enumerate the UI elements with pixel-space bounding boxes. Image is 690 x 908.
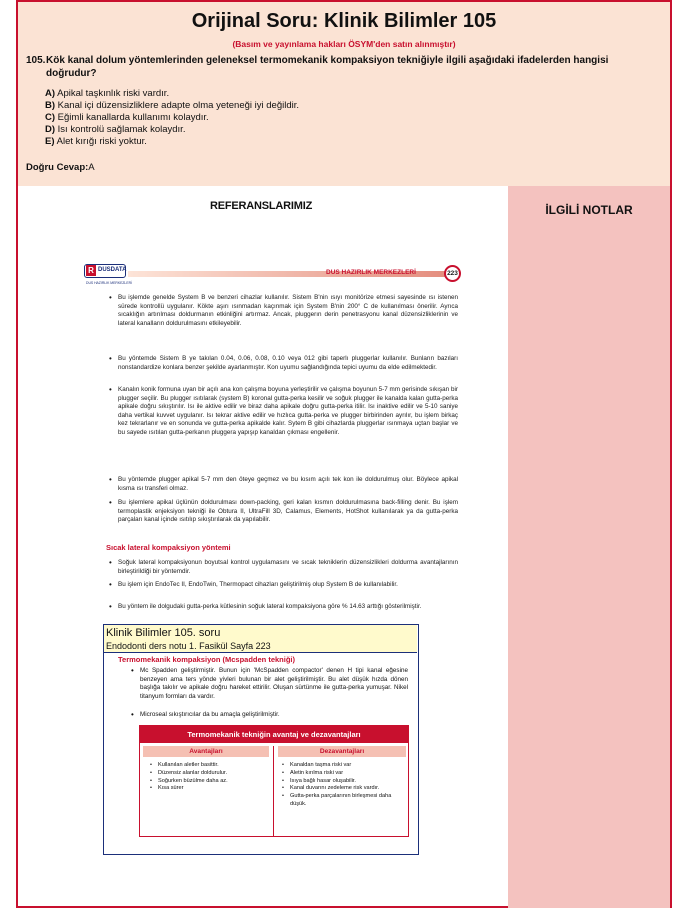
excerpt-title: Klinik Bilimler 105. soru [106, 627, 221, 639]
bullet-icon: • [131, 710, 134, 719]
bullet-icon: • [109, 293, 112, 302]
option-text: Isı kontrolü sağlamak kolaydır. [57, 124, 186, 135]
option-a [45, 88, 299, 100]
option-letter: B) [45, 100, 56, 111]
answer-label: Doğru Cevap: [26, 162, 89, 173]
question [26, 54, 656, 80]
page-header-label: DUS HAZIRLIK MERKEZLERİ [326, 269, 416, 276]
excerpt-bullet-text: Mc Spadden geliştirmiştir. Bunun için 'McSpadden compactor' denen H tipi kanal eğesine benzeyen ama ters yönde yivleri bulunan bir alet geliştirilmiştir. Bu alet düşük hızda dönen başlığa takılır ve apikale doğru hareket ettirilir. Oluşan sürtünme ile gutta-perka yumuşar. Nikel titanyum formları da vardır. [140, 667, 408, 700]
advantages-table [139, 725, 409, 837]
list-item: • Düzensiz alanlar doldurulur. [150, 770, 270, 778]
bullet-text: Bu işlem için EndoTec II, EndoTwin, Thermopact cihazları geliştirilmiş olup System B de kullanılabilir. [118, 581, 398, 588]
bullet-icon: • [109, 354, 112, 363]
bullet-item [109, 580, 458, 590]
logo-word: DUSDATA [98, 267, 127, 273]
bullet-icon: • [109, 385, 112, 394]
dusdata-logo [84, 264, 132, 286]
options-list [45, 88, 299, 148]
bullet-item [109, 558, 458, 576]
bullet-icon: • [109, 498, 112, 507]
advantages-header: Avantajları [143, 746, 269, 757]
page-number: 223 [444, 265, 461, 282]
option-letter: D) [45, 124, 56, 135]
excerpt-source: Endodonti ders notu 1. Fasikül Sayfa 223 [106, 641, 271, 651]
bullet-icon: • [109, 558, 112, 567]
bullet-icon: • [109, 475, 112, 484]
table-title: Termomekanik tekniğin avantaj ve dezavantajları [140, 726, 408, 743]
bullet-icon: • [109, 580, 112, 589]
option-text: Alet kırığı riski yoktur. [56, 136, 147, 147]
highlighted-excerpt [103, 624, 419, 855]
list-item: • Aletin kırılma riski var [282, 770, 400, 778]
excerpt-bullet-text: Microseal sıkıştırıcılar da bu amaçla geliştirilmiştir. [140, 711, 280, 718]
bullet-item [109, 354, 458, 372]
list-item: • Gutta-perka parçalarının birleşmesi daha düşük. [282, 793, 400, 809]
list-item: • Kısa sürer [150, 785, 270, 793]
bullet-text: Soğuk lateral kompaksiyonun boyutsal kontrol uygulamasını ve sıcak tekniklerin düzensizlikleri doldurma avantajlarının birleştirildiği bir yöntemdir. [118, 559, 458, 575]
bullet-item [109, 475, 458, 493]
advantages-list [150, 762, 270, 793]
list-item: • Kullanılan aletler basittir. [150, 762, 270, 770]
bullet-icon: • [131, 666, 134, 675]
option-letter: E) [45, 136, 55, 147]
question-number: 105. [26, 55, 46, 66]
logo-letter: R [86, 265, 96, 276]
option-b [45, 100, 299, 112]
bullet-icon: • [109, 602, 112, 611]
page-title: Orijinal Soru: Klinik Bilimler 105 [191, 10, 497, 32]
option-d [45, 124, 299, 136]
bullet-text: Bu yöntemde Sistem B ye takılan 0.04, 0.06, 0.08, 0.10 veya 012 gibi taperlı pluggerlar kullanılır. Bunların bazıları nonstandardize konlara benzer şekilde ayarlanmıştır. Kon uyumu sağlandığında tepici uyumu da elde edilmektedir. [118, 355, 458, 371]
bullet-text: Bu yöntemde plugger apikal 5-7 mm den öteye geçmez ve bu kısım açılı tek kon ile doldurulmuş olur. Böylece apikal kısma ısı transferi olmaz. [118, 476, 458, 492]
list-item: • Kanaldan taşma riski var [282, 762, 400, 770]
option-c [45, 112, 299, 124]
bullet-item [109, 602, 458, 612]
list-item: • Soğurken büzülme daha az. [150, 778, 270, 786]
notes-heading: İLGİLİ NOTLAR [545, 203, 633, 217]
option-e [45, 136, 299, 148]
column-divider [273, 746, 274, 836]
excerpt-bullet [131, 666, 408, 701]
logo-subtitle: DUS HAZIRLIK MERKEZLERİ [86, 281, 132, 285]
references-heading: REFERANSLARIMIZ [210, 200, 313, 212]
copyright-note: (Basım ve yayınlama hakları ÖSYM'den satın alınmıştır) [232, 39, 456, 49]
option-letter: A) [45, 88, 56, 99]
option-text: Apikal taşkınlık riski vardır. [57, 88, 170, 99]
bullet-text: Kanalın konik formuna uyan bir açılı ana kon çalışma boyuna yerleştirilir ve çalışma boyunun 5-7 mm gerisinde sıkışan bir plugger seçilir. Bu plugger ısıtılarak (system B) koronal gutta-perka kesilir ve soğuk plugger ile kanalda kalan gutta-perka apikale doğru sıkıştırılır. Isı ile aktive edilir ve biraz daha apikale doğru gutta-perka itilir. Isı inaktive edilir ve 5-10 saniye daha vertikal kuvvet uygulanır. Isı tekrar aktive edilir ve hızlıca gutta-perka ve plugger birbirinden ayrılır, bu işlem birkaç kez tekrarlanır ve en sonunda ve gutta-perka apikalde kalır. Sytem B gibi cihazlarda pluggerlar ısınmaya uçtan başlar ve bu sayede ısıtılan gutta-perkanın pluggera yapışıp kanaldan çıkması engellenir. [118, 386, 458, 436]
excerpt-bullet [131, 710, 408, 720]
excerpt-header [104, 625, 417, 653]
disadvantages-header: Dezavantajları [278, 746, 406, 757]
list-item: • Isıya bağlı hasar oluşabilir. [282, 778, 400, 786]
bullet-item [109, 498, 458, 525]
bullet-item [109, 385, 458, 438]
correct-answer [26, 162, 95, 173]
option-text: Eğimli kanallarda kullanımı kolaydır. [57, 112, 209, 123]
answer-value: A [88, 162, 95, 173]
list-item: • Kanal duvarını zedeleme risk vardır. [282, 785, 400, 793]
bullet-text: Bu işlemde genelde System B ve benzeri cihazlar kullanılır. Sistem B'nin ısıyı monitörize etmesi sayesinde ısı istenen sürede kontrollü uygulanır. Kökte aşırı ısınmadan kaçınmak için System B'nin 200° C de kullanılması önerilir. Ayrıca sıcaklığın artırılması doldurmanın etkinliğini artırmaz. Ancak, pluggerın derin penetrasyonu kanal düzensizliklerinin ve lateral kanalların doldurulmasını etkileyebilir. [118, 294, 458, 327]
section-heading: Sıcak lateral kompaksiyon yöntemi [106, 543, 231, 552]
question-header [18, 2, 670, 186]
bullet-item [109, 293, 458, 328]
disadvantages-list [282, 762, 400, 809]
bullet-text: Bu yöntem ile dolgudaki gutta-perka kütlesinin soğuk lateral kompaksiyona göre % 14.63 arttığı gösterilmiştir. [118, 603, 422, 610]
notes-panel [508, 186, 670, 908]
question-text: Kök kanal dolum yöntemlerinden geleneksel termomekanik kompaksiyon tekniğiyle ilgili aşağıdaki ifadelerden hangisi doğrudur? [46, 55, 609, 79]
excerpt-subheading: Termomekanik kompaksiyon (Mcspadden tekniği) [118, 655, 295, 664]
bullet-text: Bu işlemlere apikal üçlünün doldurulması down-packing, geri kalan kısmın doldurulmasına back-filling denir. Bu işlem termoplastik enjeksiyon tekniği ile Obtura II, UltraFill 3D, Calamus, Elements, HotShot kullanılarak ya da gutta-perka parçaları kanal içinde ısıtılıp sıkıştırılarak da yapılabilir. [118, 499, 458, 524]
option-text: Kanal içi düzensizliklere adapte olma yeteneği iyi değildir. [57, 100, 300, 111]
option-letter: C) [45, 112, 56, 123]
